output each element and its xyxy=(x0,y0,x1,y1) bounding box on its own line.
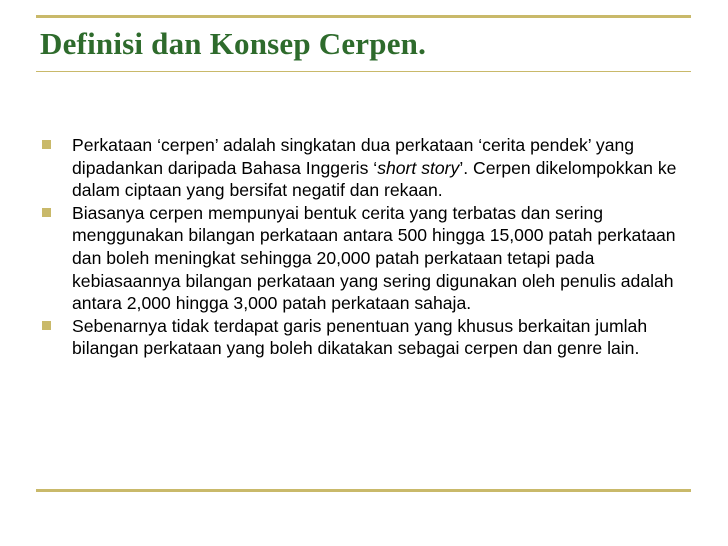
bullet-text: Sebenarnya tidak terdapat garis penentuan yang khusus berkaitan jumlah bilangan perkataan yang boleh dikatakan sebagai cerpen dan genre lain. xyxy=(72,315,648,359)
title-underline-rule xyxy=(36,71,691,72)
square-bullet-icon xyxy=(42,208,51,217)
slide-title: Definisi dan Konsep Cerpen. xyxy=(40,26,427,61)
square-bullet-icon xyxy=(42,140,51,149)
bullet-item-1 xyxy=(40,134,690,202)
bullet-text: Perkataan ‘cerpen’ adalah singkatan dua perkataan ‘cerita pendek’ yang dipadankan daripada Bahasa Inggeris ‘short story’. Cerpen dikelompokkan ke dalam ciptaan yang bersifat negatif dan rekaan. xyxy=(72,135,677,201)
bullet-item-3 xyxy=(40,315,690,360)
square-bullet-icon xyxy=(42,321,51,330)
bullet-item-2 xyxy=(40,202,690,315)
bottom-border-rule xyxy=(36,489,691,492)
top-border-rule xyxy=(36,15,691,18)
emphasized-term: short story xyxy=(377,157,460,178)
bullet-list xyxy=(40,134,690,360)
bullet-text: Biasanya cerpen mempunyai bentuk cerita yang terbatas dan sering menggunakan bilangan perkataan antara 500 hingga 15,000 patah perkataan dan boleh meningkat sehingga 20,000 patah perkataan tetapi pada kebiasaannya bilangan perkataan yang sering digunakan oleh penulis adalah antara 2,000 hingga 3,000 patah perkataan sahaja. xyxy=(72,202,676,314)
